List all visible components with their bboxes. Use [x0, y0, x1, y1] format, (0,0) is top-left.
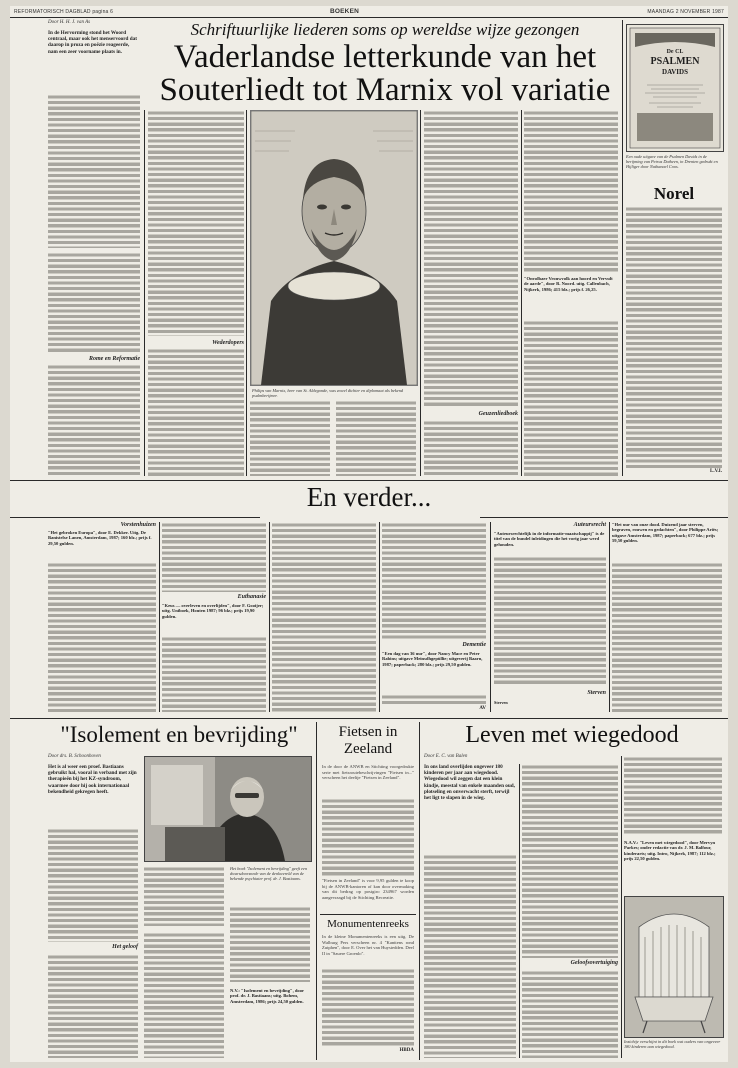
subhead-geuzen: Geuzenliedboek: [478, 411, 518, 417]
mid-col1-book: "Het gebroken Europa", door E. Dekker. Uitg. De Banistelse Lanen, Amsterdam, 1987; 160 blz.; prijs f. 29,50 gulden.: [48, 530, 152, 546]
fietsen-text-2: [322, 798, 414, 876]
fietsen-text: In de door de ANWB en Stichting voorgedrukte serie met fietsroutebeschrijvingen "Fietsen in..." verscheen het deeltje "Fietsen in Zeeland".: [322, 764, 414, 781]
wiegedood-subhead: Geloofsovertuiging: [570, 960, 618, 966]
monumenten-sig: HBDA: [399, 1048, 414, 1053]
article-lead-cont: [48, 94, 140, 248]
mid-col6-text: [612, 562, 722, 712]
crib-caption: Inzichtje verschijnt in dit boek wat ouders van ongeveer 180 kinderen aan wiegedood.: [624, 1039, 721, 1050]
article-col5-text-2: [424, 420, 518, 476]
header-section: BOEKEN: [330, 8, 360, 15]
article-headline-1: Vaderlandse letterkunde van het: [173, 39, 597, 75]
psalm-title-2: PSALMEN: [650, 56, 700, 67]
banner-rule-right: [480, 517, 728, 518]
header-rule: [10, 17, 728, 18]
article-col5-text: [424, 110, 518, 408]
mid-col5-text: [494, 556, 606, 686]
mid-banner: En verder...: [306, 482, 432, 512]
psalm-title-1: De CL: [666, 49, 684, 55]
mid-col4-head: Dementie: [462, 642, 486, 648]
mid-col3-text: [272, 522, 376, 712]
col-rule: [621, 756, 622, 1058]
mid-col2-head: Euthanasie: [237, 594, 266, 600]
wiegedood-col2-text-2: [522, 970, 618, 1058]
article-lead: In de Hervorming stond het Woord centraal, maar ook het menservoord dat daarop in proza en poëzie reageerde, nam een zeer voorname plaats in.: [48, 30, 137, 55]
subhead-wederdopers: Wederdopers: [212, 340, 244, 346]
isolement-col1-text-2: [48, 954, 138, 1058]
article-headline-2: Souterliedt tot Marnix vol variatie: [159, 72, 611, 108]
article-book-info: "Onvolbaer Vrouwvolk aan hoord en Vervult de aarde", door R. Noord. uitg. Callenbach, Nijkerk, 1986; 415 blz.; prijs f. 26,25.: [524, 276, 613, 292]
col-rule: [420, 110, 421, 476]
section-rule: [10, 480, 728, 481]
psalm-caption: Een oude uitgave van de Psalmen Davids in de berijming van Petrus Datheen, in Drenten gedrukt en Hijliger door Nathanael Coos.: [626, 154, 718, 170]
fietsen-headline-2: Zeeland: [343, 741, 393, 757]
header-left: REFORMATORISCH DAGBLAD pagina 6: [14, 9, 114, 15]
article-col1-text-2: [48, 364, 140, 476]
article-col2-text: [148, 110, 244, 336]
wiegedood-headline: Leven met wiegedood: [465, 722, 679, 748]
photo-illustration: [145, 757, 311, 861]
col-rule: [144, 110, 145, 476]
mid-col5-head: Auteursrecht: [573, 522, 606, 528]
mid-col5-book2: Sterven: [494, 700, 508, 705]
box-rule: [320, 914, 416, 915]
banner-rule-left: [10, 517, 260, 518]
col-rule: [519, 764, 520, 1058]
psalm-book-image: [626, 24, 724, 152]
isolement-photo-caption: Het boek "Isolement en bevrijding" geeft een dwarsdoorsnede van de denkwereld van de bekende psychiater prof. dr. J. Bastiaans.: [230, 866, 308, 882]
article-col6-text-2: [524, 320, 618, 476]
col-rule: [490, 522, 491, 712]
wiegedood-col1-text: [424, 854, 516, 1058]
sidebar-signature: L.V.I.: [710, 469, 722, 474]
col-rule: [521, 110, 522, 476]
portrait-caption: Philips van Marnix, heer van St. Aldegonde, was zowel dichter en diplomaat als bekend psalmberijmer.: [252, 388, 404, 399]
col-rule: [379, 522, 380, 712]
isolement-col1-text: [48, 828, 138, 942]
article-col2-text-2: [148, 348, 244, 476]
monumenten-headline: Monumentenreeks: [327, 918, 409, 930]
article-kicker: Schriftuurlijke liederen soms op wereldse wijze gezongen: [190, 20, 580, 39]
monumenten-text-2: [322, 968, 414, 1048]
sidebar-text: [626, 206, 722, 468]
isolement-headline: "Isolement en bevrijding": [60, 722, 298, 747]
mid-col4-book: "Een dag van 36 uur", door Nancy Mace en Peter Rabins; uitgave Meinsdhgepüllie; uitgeverij Baarn, 1987; paperback; 280 blz.; prijs 29,50 gulden.: [382, 651, 483, 667]
newspaper-page: [10, 6, 728, 1062]
portrait-illustration: [251, 111, 417, 385]
crib-illustration: [625, 897, 723, 1037]
col-rule: [316, 722, 317, 1060]
wiegedood-lead: In ons land overlijden ongeveer 180 kinderen per jaar aan wiegedood. Wiegedood wil zeggen dat een klein kindje, meestal van enkele maanden oud, plotseling en onverwacht sterft, terwijl het ligt te slapen in de wieg.: [424, 764, 515, 802]
section-rule: [10, 718, 728, 719]
mid-col1-head: Vorstenhuizen: [120, 522, 156, 528]
article-byline: Door H. H. J. van As: [48, 20, 91, 25]
monumenten-text: In de kleine Monumentenreeks is een uitg. De Walburg Pers verscheen nr. 4 "Kanttens rond Zutphen", door E. Over het van Huystedden. Deel II in "Sauere Groenlo".: [322, 934, 414, 956]
fietsen-book: "Fietsen in Zeeland" is voor 9,95 gulden te koop bij de ANWB-kantoren of kan door overmaking van dit bedrag op postgiro 234967 worden aangevraagd bij de Stichting Recreatie.: [322, 878, 414, 900]
bastiaans-photo: [144, 756, 312, 862]
mid-col6-book: "Het uur van onze dood. Duizend jaar sterven, begraven, rouwen en gedachten", door Philippe Ariès; uitgave Amsterdam, 1987; paperback; 677 blz.; prijs 59,50 gulden.: [612, 522, 719, 544]
psalm-book-illustration: [627, 25, 723, 151]
col-rule: [269, 522, 270, 712]
isolement-col3-text: [230, 906, 310, 982]
col-rule: [609, 522, 610, 712]
fietsen-headline-1: Fietsen in: [338, 724, 398, 740]
article-col1-text: [48, 252, 140, 352]
col-rule: [419, 722, 420, 1060]
subhead-rome: Rome en Reformatie: [89, 356, 140, 362]
isolement-lead: Het is al weer een proef. Bastiaans gebruikt hal, vooral in verband met zijn therapieën bij het KZ-syndroom, waarmee door hij ook internationaal bekendheid gekregen heeft.: [48, 764, 137, 795]
mid-col2-text: [162, 522, 266, 592]
mid-col4-text: [382, 522, 486, 640]
mid-col5-head2: Sterven: [587, 690, 606, 696]
mid-col2-book: "Keus — overleven en overlijden", door F. Gooijer; uitg. Uniboek, Houten 1987; 96 blz.; prijs 19,90 gulden.: [162, 603, 264, 619]
mid-col1-text: [48, 562, 156, 712]
isolement-col2-text: [144, 866, 224, 926]
mid-col4-text-2: [382, 694, 486, 706]
psalm-title-3: DAVIDS: [662, 68, 688, 76]
col-rule: [159, 522, 160, 712]
col-rule: [622, 20, 623, 476]
wiegedood-col2-text: [522, 764, 618, 958]
wiegedood-book: N.A.V.: "Leven met wiegedood", door Mervyn Parkes; onder redactie van dr. J. M. Balfour, kinderarts; uitg. Intro, Nijkerk, 1987; 112 blz.; prijs 22,50 gulden.: [624, 840, 716, 862]
col-rule: [246, 110, 247, 476]
article-col4-text: [336, 400, 416, 476]
isolement-col2-text-2: [144, 932, 224, 1058]
isolement-subhead: Het geloof: [112, 944, 138, 950]
article-col6-text: [524, 110, 618, 272]
article-col3-text: [250, 400, 330, 476]
header-right: MAANDAG 2 NOVEMBER 1987: [647, 9, 724, 15]
mid-col4-sig: AV: [479, 706, 486, 711]
wiegedood-byline: Door E. C. van Balen: [424, 754, 468, 759]
sidebar-title: Norel: [653, 184, 695, 203]
mid-col5-book: "Auteursrechtelijk in de informatie-maatschappij" is de titel van de bundel inleidingen die het vorig jaar werd gehouden.: [494, 531, 605, 547]
isolement-book: N.V.: "Isolement en bevrijding", door prof. dr. J. Bastiaans; uitg. Bohem, Amsterdam, 1986; prijs 24,50 gulden.: [230, 988, 304, 1004]
mid-col2-text-2: [162, 636, 266, 712]
portrait-engraving: [250, 110, 418, 386]
crib-photo: [624, 896, 724, 1038]
wiegedood-col3-text: [624, 756, 722, 836]
isolement-byline: Door drs. B. Schoonhoven: [48, 754, 101, 759]
